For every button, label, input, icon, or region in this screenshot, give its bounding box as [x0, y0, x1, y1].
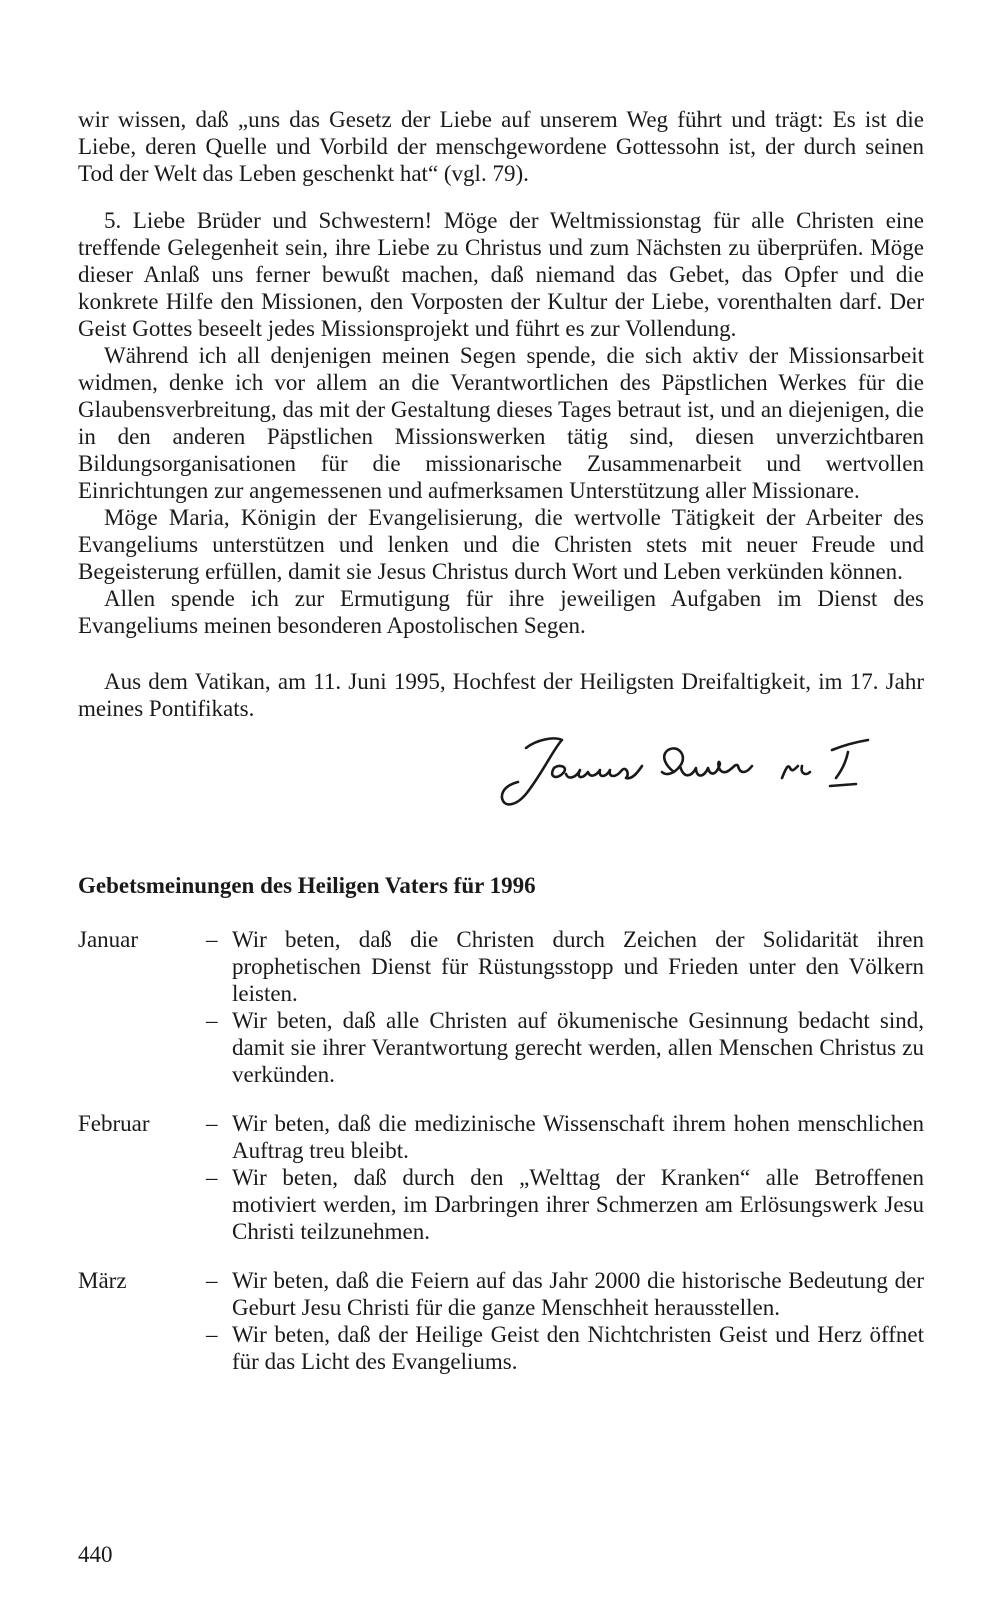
section-5-paragraph-4: Allen spende ich zur Ermutigung für ihre jeweiligen Aufgaben im Dienst des Evangeliums meinen besonderen Apostolischen Segen.: [78, 586, 924, 638]
month-januar: [78, 926, 924, 1088]
prayer-intentions-list: [78, 926, 924, 1375]
dash-marker: –: [206, 1008, 218, 1033]
dash-marker: –: [206, 1165, 218, 1190]
intention-text: Wir beten, daß die medizinische Wissenschaft ihrem hohen menschlichen Auftrag treu bleibt.: [232, 1111, 924, 1163]
month-label: Januar: [78, 927, 139, 952]
intention-text: Wir beten, daß durch den „Welttag der Kranken“ alle Betroffenen motiviert werden, im Darbringen ihrer Schmerzen am Erlösungswerk Jesu Christi teilzunehmen.: [232, 1165, 924, 1244]
month-maerz: [78, 1267, 924, 1375]
dash-marker: –: [206, 1111, 218, 1136]
section-5-paragraph-2: Während ich all denjenigen meinen Segen spende, die sich aktiv der Missionsarbeit widmen, denke ich vor allem an die Verantwortlichen des Päpstlichen Werkes für die Glaubensverbreitung, das mit der Gestaltung dieses Tages betraut ist, und an diejenigen, die in den anderen Päpstlichen Missionswerken tätig sind, diesen unverzichtbaren Bildungsorganisationen für die missionarische Zusammenarbeit und wertvollen Einrichtungen zur angemessenen und aufmerksamen Unterstützung aller Missionare.: [78, 343, 924, 503]
intention-item: [206, 1007, 924, 1088]
prayer-intentions-heading: Gebetsmeinungen des Heiligen Vaters für 1996: [78, 873, 536, 898]
intention-text: Wir beten, daß alle Christen auf ökumenische Gesinnung bedacht sind, damit sie ihrer Verantwortung gerecht werden, allen Menschen Christus zu verkünden.: [232, 1008, 924, 1087]
intention-item: [206, 1164, 924, 1245]
intention-item: [206, 926, 924, 1007]
dash-marker: –: [206, 1268, 218, 1293]
section-5-paragraph-3: Möge Maria, Königin der Evangelisierung, die wertvolle Tätigkeit der Arbeiter des Evangeliums unterstützen und lenken und die Christen stets mit neuer Freude und Begeisterung erfüllen, damit sie Jesus Christus durch Wort und Leben verkünden können.: [78, 505, 924, 584]
page-number: 440: [78, 1542, 113, 1567]
intention-item: [206, 1321, 924, 1375]
intention-item: [206, 1110, 924, 1164]
month-label: Februar: [78, 1111, 150, 1136]
papal-signature: [496, 726, 924, 816]
month-februar: [78, 1110, 924, 1245]
closing-dateline: Aus dem Vatikan, am 11. Juni 1995, Hochfest der Heiligsten Dreifaltigkeit, im 17. Jahr meines Pontifikats.: [78, 669, 924, 721]
month-label: März: [78, 1268, 127, 1293]
intention-text: Wir beten, daß die Feiern auf das Jahr 2000 die historische Bedeutung der Geburt Jesu Christi für die ganze Menschheit herausstellen.: [232, 1268, 924, 1320]
dash-marker: –: [206, 1322, 218, 1347]
intention-item: [206, 1267, 924, 1321]
intention-text: Wir beten, daß die Christen durch Zeichen der Solidarität ihren prophetischen Dienst für Rüstungsstopp und Frieden unter den Völkern leisten.: [232, 927, 924, 1006]
signature-scribble: [496, 726, 916, 816]
intention-text: Wir beten, daß der Heilige Geist den Nichtchristen Geist und Herz öffnet für das Licht des Evangeliums.: [232, 1322, 924, 1374]
intro-paragraph: wir wissen, daß „uns das Gesetz der Liebe auf unserem Weg führt und trägt: Es ist die Liebe, deren Quelle und Vorbild der menschgewordene Gottessohn ist, der durch seinen Tod der Welt das Leben geschenkt hat“ (vgl. 79).: [78, 107, 924, 186]
section-5-paragraph-1: 5. Liebe Brüder und Schwestern! Möge der Weltmissionstag für alle Christen eine treffende Gelegenheit sein, ihre Liebe zu Christus und zum Nächsten zu überprüfen. Möge dieser Anlaß uns ferner bewußt machen, daß niemand das Gebet, das Opfer und die konkrete Hilfe den Missionen, den Vorposten der Kultur der Liebe, vorenthalten darf. Der Geist Gottes beseelt jedes Missionsprojekt und führt es zur Vollendung.: [78, 208, 924, 341]
dash-marker: –: [206, 927, 218, 952]
document-page: [78, 106, 924, 1375]
